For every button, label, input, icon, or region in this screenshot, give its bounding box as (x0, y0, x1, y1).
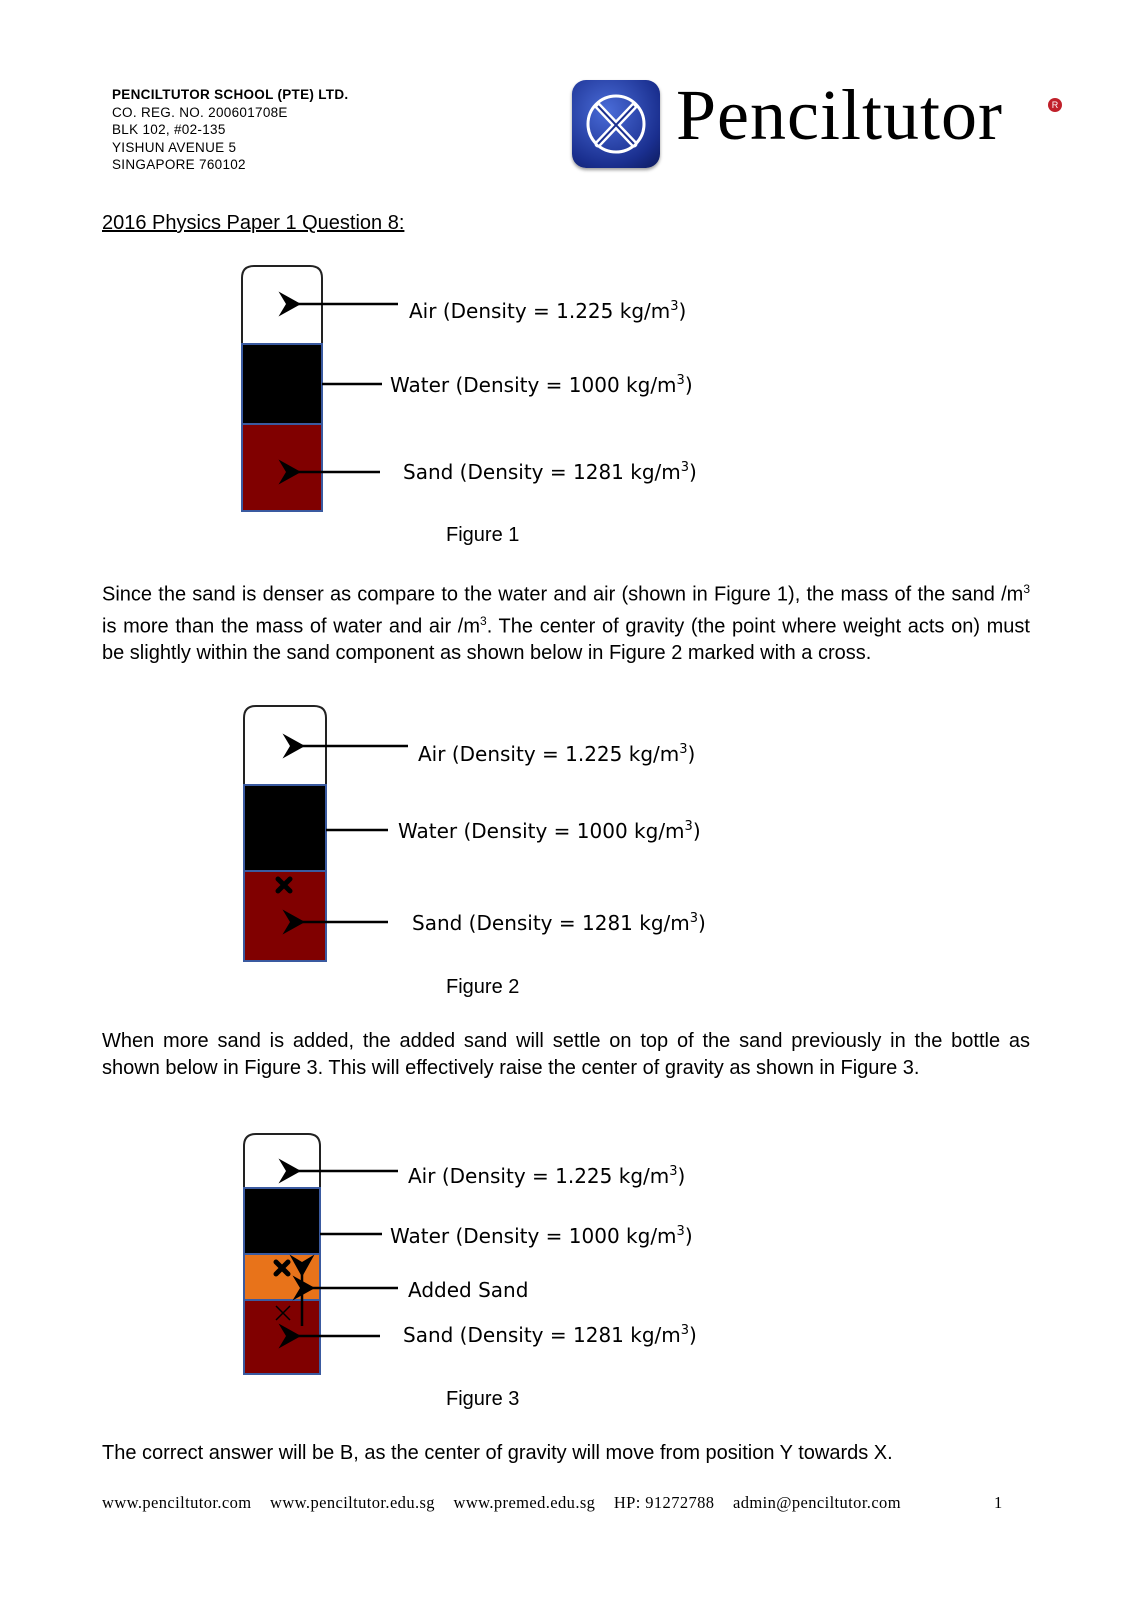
figure-2-caption: Figure 2 (446, 976, 520, 998)
sand-label: Sand (Density = 1281 $kg/m^3$) (403, 1323, 697, 1347)
added-sand-layer (244, 1254, 320, 1300)
sand-layer (242, 424, 322, 511)
address-line-3: SINGAPORE 760102 (112, 157, 246, 172)
company-name: PENCILTUTOR SCHOOL (PTE) LTD. (112, 87, 349, 102)
air-label: Air (Density = 1.225 $kg/m^3$) (408, 1164, 686, 1188)
paragraph-1: Since the sand is denser as compare to the water and air (shown in Figure 1), the mass of the sand $/m^3$ is more than the mass of water and air $/m^3$. The center of gravity (the point where weight acts on) must be slightly within the sand component as shown below in Figure 2 marked with a cross. (102, 582, 1030, 665)
sand-label: Sand (Density = 1281 $kg/m^3$) (403, 460, 697, 484)
address-line-2: YISHUN AVENUE 5 (112, 139, 237, 155)
footer-link-penciltutor-edu-sg[interactable]: www.penciltutor.edu.sg (270, 1493, 435, 1512)
figure-3-caption: Figure 3 (446, 1388, 520, 1410)
company-reg-no: CO. REG. NO. 200601708E (112, 104, 288, 120)
logo-wordmark: Penciltutor (676, 75, 1003, 155)
air-layer (244, 1134, 320, 1188)
page-number: 1 (994, 1493, 1003, 1512)
sand-label: Sand (Density = 1281 $kg/m^3$) (412, 911, 706, 935)
figure-1-caption: Figure 1 (446, 524, 520, 546)
footer-email[interactable]: admin@penciltutor.com (733, 1493, 901, 1512)
water-label: Water (Density = 1000 $kg/m^3$) (390, 373, 693, 397)
footer-link-penciltutor-com[interactable]: www.penciltutor.com (102, 1493, 252, 1512)
registered-mark-icon: R (1048, 98, 1062, 112)
added-sand-label: Added Sand (408, 1278, 529, 1302)
water-label: Water (Density = 1000 $kg/m^3$) (390, 1224, 693, 1248)
footer-phone: HP: 91272788 (613, 1493, 715, 1512)
water-layer (244, 1188, 320, 1254)
paragraph-2: When more sand is added, the added sand will settle on top of the sand previously in the bottle as shown below in Figure 3. This will effectively raise the center of gravity as shown in Figure 3. (102, 1030, 1030, 1079)
footer-contact (102, 1493, 915, 1513)
water-label: Water (Density = 1000 $kg/m^3$) (398, 819, 701, 843)
air-label: Air (Density = 1.225 $kg/m^3$) (418, 742, 696, 766)
paragraph-3: The correct answer will be B, as the center of gravity will move from position Y towards X. (102, 1442, 893, 1464)
address-line-1: BLK 102, #02-135 (112, 122, 226, 137)
question-heading: 2016 Physics Paper 1 Question 8: (102, 212, 405, 234)
water-layer (244, 785, 326, 871)
air-label: Air (Density = 1.225 $kg/m^3$) (409, 299, 687, 323)
water-layer (242, 344, 322, 424)
footer-link-premed-edu-sg[interactable]: www.premed.edu.sg (453, 1493, 596, 1512)
